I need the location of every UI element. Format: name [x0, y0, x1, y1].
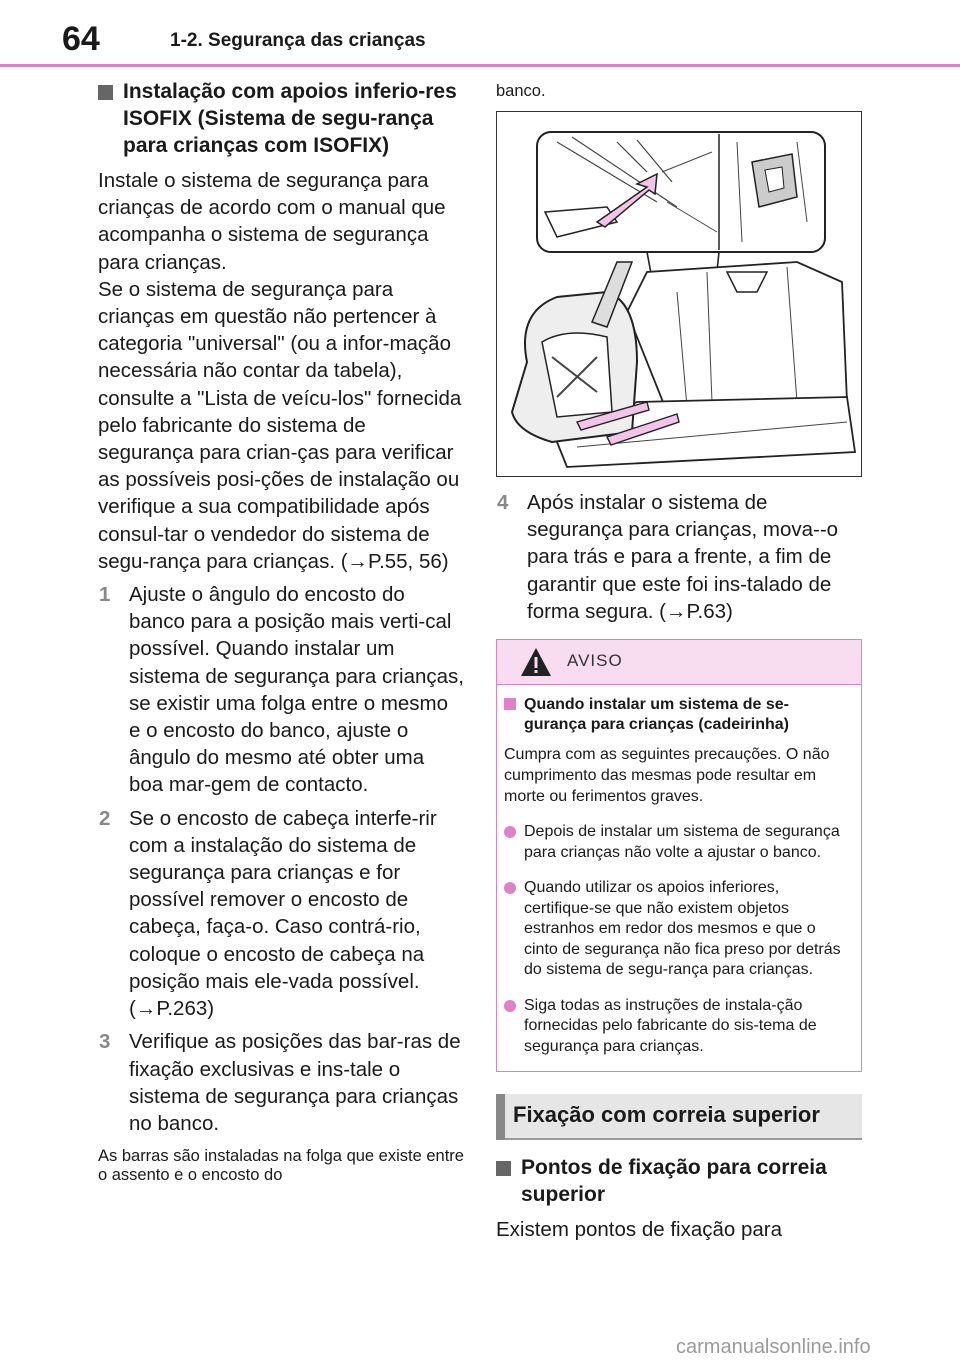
- tether-subhead-text: Pontos de fixação para correia superior: [521, 1156, 827, 1207]
- isofix-subhead: [98, 78, 464, 159]
- warning-subhead: [504, 695, 849, 735]
- circle-bullet-icon: [504, 826, 516, 838]
- step-2: [98, 805, 464, 1023]
- isofix-illustration: [496, 111, 862, 477]
- tether-subhead: [496, 1154, 862, 1208]
- warning-subhead-text: Quando instalar um sistema de se-gurança para crianças (cadeirinha): [524, 696, 789, 734]
- square-bullet-icon: [504, 698, 516, 710]
- left-column: [98, 78, 464, 1185]
- section-bar-accent: [496, 1094, 505, 1140]
- step-text: Verifique as posições das bar-ras de fixação exclusivas e ins-tale o sistema de segurança para crianças no banco.: [129, 1030, 461, 1135]
- warning-item-text: Depois de instalar um sistema de segurança para crianças não volte a ajustar o banco.: [524, 823, 840, 861]
- child-seat-diagram: [497, 112, 860, 475]
- right-column: [496, 78, 862, 1243]
- warning-box: [496, 639, 862, 1072]
- tether-paragraph: Existem pontos de fixação para: [496, 1218, 783, 1242]
- step-4: [496, 489, 862, 625]
- warning-body: [497, 685, 861, 1071]
- step-number: 3: [99, 1030, 111, 1054]
- circle-bullet-icon: [504, 882, 516, 894]
- bars-note-continued: banco.: [496, 82, 546, 100]
- section-bar-title: Fixação com correia superior: [513, 1102, 820, 1128]
- square-bullet-icon: [98, 85, 113, 100]
- page-number: 64: [62, 20, 100, 58]
- step-number: 4: [497, 491, 509, 514]
- isofix-subhead-text: Instalação com apoios inferio-res ISOFIX (Sistema de segu-rança para crianças com ISOFIX): [123, 80, 457, 157]
- warning-item: [504, 996, 849, 1058]
- header-rule: [0, 64, 960, 67]
- warning-text: Cumpra com as seguintes precauções. O não cumprimento das mesmas pode resultar em morte ou ferimentos graves.: [504, 746, 830, 806]
- step-3: [98, 1028, 464, 1137]
- step-text: Após instalar o sistema de segurança para crianças, mova--o para trás e para a frente, a fim de garantir que este foi ins-talado de forma segura. (→P.63): [527, 491, 839, 623]
- warning-item-text: Quando utilizar os apoios inferiores, certifique-se que não existem objetos estranhos em redor dos mesmos e que o cinto de segurança não fica preso por detrás do sistema de segu-rança para crianças.: [524, 879, 841, 979]
- warning-triangle-icon: [519, 646, 553, 678]
- step-number: 2: [99, 806, 111, 830]
- page-header: [0, 0, 960, 66]
- step-1: [98, 581, 464, 799]
- intro-paragraph-2: Se o sistema de segurança para crianças em questão não pertencer à categoria "universal" (ou a infor-mação necessária não contar da tabela), consulte a "Lista de veícu-los" fornecida pelo fabricante do sistema de segurança para crian-ças para verificar as possíveis posi-ções de instalação ou verifique a sua compatibilidade após consul-tar o vendedor do sistema de segu-rança para crianças. (→P.55, 56): [98, 277, 462, 573]
- bars-note: As barras são instaladas na folga que existe entre o assento e o encosto do: [98, 1147, 464, 1185]
- intro-paragraph: Instale o sistema de segurança para crianças de acordo com o manual que acompanha o sistema de segurança para crianças.: [98, 169, 446, 274]
- warning-item: [504, 878, 849, 981]
- section-bar: [496, 1094, 862, 1140]
- warning-item: [504, 822, 849, 863]
- step-text: Ajuste o ângulo do encosto do banco para a posição mais verti-cal possível. Quando instalar um sistema de segurança para crianças, se existir uma folga entre o mesmo e o encosto do banco, ajuste o ângulo do mesmo até obter uma boa mar-gem de contacto.: [129, 583, 465, 797]
- step-text: Se o encosto de cabeça interfe-rir com a instalação do sistema de segurança para crianças e for possível remover o encosto de cabeça, faça-o. Caso contrá-rio, coloque o encosto de cabeça na posição mais ele-vada possível. (→P.263): [129, 806, 437, 1021]
- watermark: carmanualsonline.info: [676, 1336, 871, 1358]
- warning-item-text: Siga todas as instruções de instala-ção fornecidas pelo fabricante do sis-tema de segurança para crianças.: [524, 996, 817, 1055]
- warning-label: AVISO: [567, 651, 623, 671]
- circle-bullet-icon: [504, 1000, 516, 1012]
- section-title: 1-2. Segurança das crianças: [170, 30, 426, 51]
- step-number: 1: [99, 583, 111, 607]
- warning-header: [497, 640, 861, 685]
- square-bullet-icon: [496, 1161, 511, 1176]
